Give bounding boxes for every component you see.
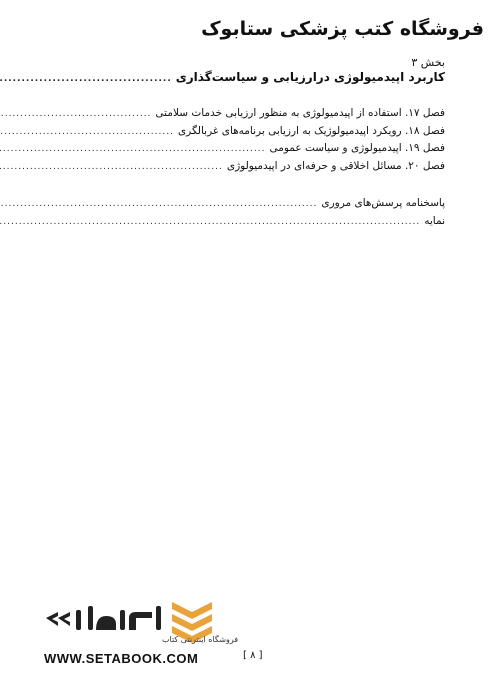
leader-dots [0, 74, 172, 84]
toc-entry-chapter-17[interactable] [40, 107, 445, 119]
toc-entry-title: کاربرد اپیدمیولوژی درارزیابی و سیاست‌گذاری [175, 70, 445, 84]
toc-entry-title: فصل ۱۷. استفاده از اپیدمیولوژی به منظور ارزیابی خدمات سلامتی [155, 107, 445, 119]
leader-dots [0, 144, 265, 154]
toc-entry-title: فصل ۱۹. اپیدمیولوژی و سیاست عمومی [269, 142, 445, 154]
toc-entry-chapter-19[interactable] [40, 142, 445, 154]
toc-entry-chapter-18[interactable] [40, 125, 445, 137]
toc-entry-part-3[interactable] [40, 70, 445, 84]
toc-entry-title: فصل ۱۸. رویکرد اپیدمیولوژیک به ارزیابی برنامه‌های غربالگری [177, 125, 445, 137]
leader-dots [0, 162, 223, 172]
toc-entry-title: پاسخنامه پرسش‌های مروری [321, 197, 445, 209]
setabook-logo [44, 596, 239, 646]
toc-entry-review-answers[interactable] [40, 197, 445, 209]
logo-subtitle: فروشگاه اینترنتی کتاب [162, 635, 239, 644]
page-header-title: فروشگاه کتب پزشکی ستابوک [201, 18, 484, 40]
part-label: بخش ۳ [411, 56, 445, 69]
leader-dots [0, 199, 317, 209]
toc-entry-title: نمایه [424, 215, 445, 227]
toc-entry-chapter-20[interactable] [40, 160, 445, 172]
leader-dots [0, 127, 174, 137]
website-url[interactable]: WWW.SETABOOK.COM [44, 651, 199, 666]
page-number: [ ۸ ] [243, 650, 263, 661]
toc-entry-title: فصل ۲۰. مسائل اخلاقی و حرفه‌ای در اپیدمیولوژی [226, 160, 445, 172]
toc-entry-index[interactable] [40, 215, 445, 227]
logo-wordmark-glyphs [46, 606, 161, 630]
leader-dots [0, 217, 420, 227]
leader-dots [0, 109, 151, 119]
